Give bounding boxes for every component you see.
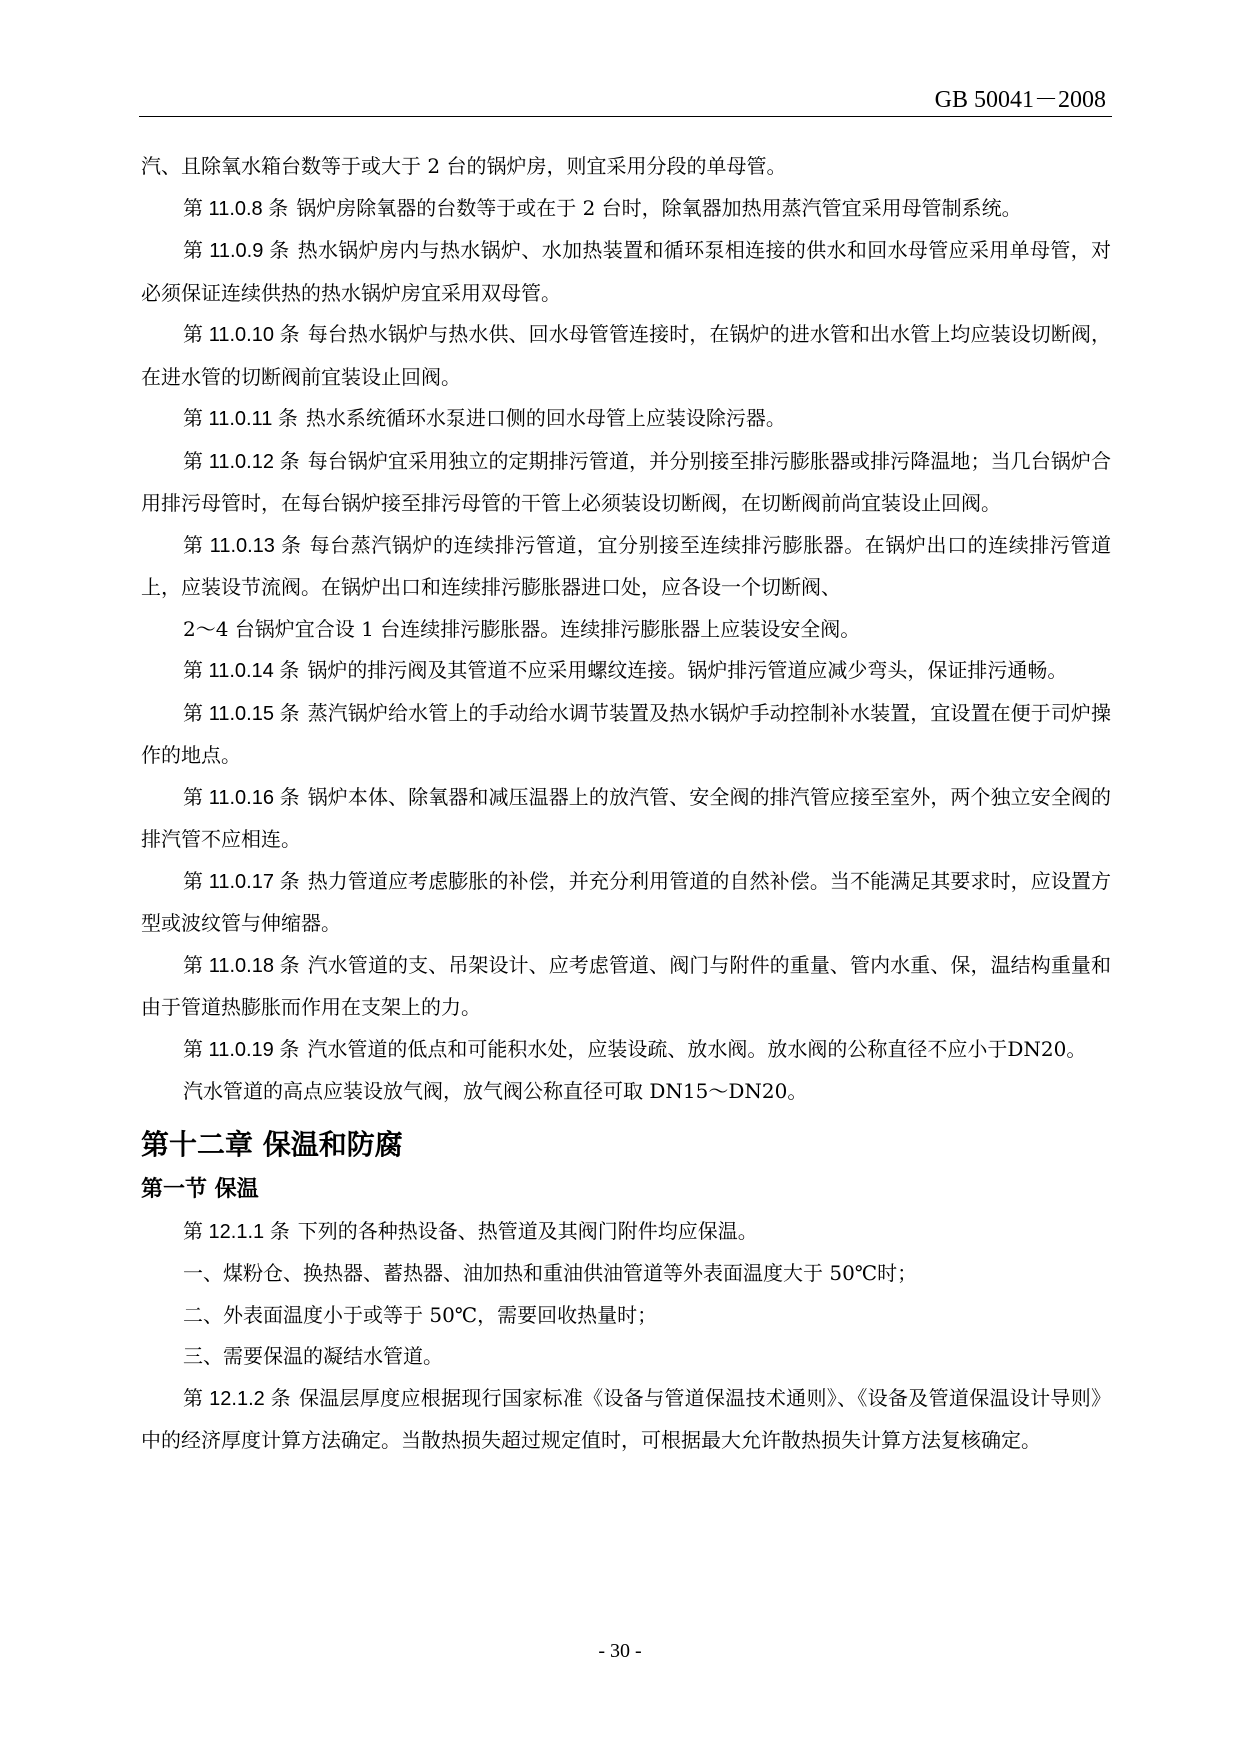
standard-code: GB 50041－2008 — [934, 87, 1106, 113]
list-item — [141, 1295, 1111, 1337]
chapter-title: 第十二章 保温和防腐 — [141, 1127, 403, 1161]
clause-11-0-9 — [141, 230, 1111, 314]
paragraph — [141, 609, 1111, 651]
clause-text: 锅炉的排污阀及其管道不应采用螺纹连接。锅炉排污管道应减少弯头，保证排污通畅。 — [307, 658, 1068, 682]
clause-12-1-1 — [141, 1211, 1111, 1254]
page-number: - 30 - — [598, 1640, 642, 1662]
clause-text: 汽水管道的低点和可能积水处，应装设疏、放水阀。放水阀的公称直径不应小于DN20。 — [307, 1036, 1087, 1061]
clause-number: 第 11.0.15 条 — [183, 702, 300, 725]
paragraph-text: 汽、且除氧水箱台数等于或大于 2 台的锅炉房，则宜采用分段的单母管。 — [141, 154, 787, 178]
clause-11-0-17 — [141, 861, 1111, 945]
clause-11-0-10 — [141, 314, 1111, 398]
clause-number: 第 11.0.14 条 — [183, 660, 300, 682]
clause-11-0-12 — [141, 441, 1111, 525]
clause-text: 每台热水锅炉与热水供、回水母管管连接时，在锅炉的进水管和出水管上均应装设切断阀，在进水管的切断阀前宜装设止回阀。 — [141, 322, 1112, 389]
clause-number: 第 11.0.10 条 — [183, 324, 300, 346]
clause-text: 锅炉本体、除氧器和减压温器上的放汽管、安全阀的排汽管应接至室外，两个独立安全阀的排汽管不应相连。 — [141, 784, 1112, 851]
clause-text: 热水锅炉房内与热水锅炉、水加热装置和循环泵相连接的供水和回水母管应采用单母管，对必须保证连续供热的热水锅炉房宜采用双母管。 — [141, 238, 1112, 305]
clause-number: 第 11.0.19 条 — [183, 1038, 300, 1061]
page-header — [139, 84, 1112, 117]
clause-text: 保温层厚度应根据现行国家标准《设备与管道保温技术通则》、《设备及管道保温设计导则》中的经济厚度计算方法确定。当散热损失超过规定值时，可根据最大允许散热损失计算方法复核确定。 — [141, 1385, 1112, 1452]
section-title: 第一节 保温 — [141, 1176, 259, 1202]
clause-11-0-11 — [141, 398, 1111, 441]
document-body — [141, 146, 1111, 1462]
clause-number: 第 11.0.9 条 — [183, 240, 290, 262]
clause-number: 第 12.1.2 条 — [183, 1387, 291, 1410]
paragraph — [141, 146, 1111, 188]
clause-text: 每台锅炉宜采用独立的定期排污管道，并分别接至排污膨胀器或排污降温地；当几台锅炉合用排污母管时，在每台锅炉接至排污母管的干管上必须装设切断阀，在切断阀前尚宜装设止回阀。 — [141, 448, 1112, 515]
list-item-text: 三、需要保温的凝结水管道。 — [183, 1344, 443, 1368]
clause-text: 热水系统循环水泵进口侧的回水母管上应装设除污器。 — [305, 406, 786, 430]
clause-number: 第 11.0.13 条 — [183, 534, 302, 557]
clause-12-1-2 — [141, 1378, 1111, 1462]
clause-number: 第 11.0.16 条 — [183, 786, 300, 809]
clause-number: 第 11.0.11 条 — [183, 408, 298, 430]
clause-11-0-15 — [141, 693, 1111, 777]
list-item — [141, 1253, 1111, 1295]
clause-text: 每台蒸汽锅炉的连续排污管道，宜分别接至连续排污膨胀器。在锅炉出口的连续排污管道上，应装设节流阀。在锅炉出口和连续排污膨胀器进口处，应各设一个切断阀、 — [141, 532, 1111, 599]
clause-11-0-18 — [141, 945, 1111, 1029]
clause-text: 下列的各种热设备、热管道及其阀门附件均应保温。 — [297, 1218, 758, 1243]
paragraph-text: 汽水管道的高点应装设放气阀，放气阀公称直径可取 DN15～DN20。 — [183, 1079, 808, 1103]
clause-11-0-14 — [141, 650, 1111, 693]
clause-number: 第 12.1.1 条 — [183, 1220, 290, 1243]
clause-number: 第 11.0.12 条 — [183, 450, 300, 473]
clause-number: 第 11.0.8 条 — [183, 197, 289, 220]
clause-text: 锅炉房除氧器的台数等于或在于 2 台时，除氧器加热用蒸汽管宜采用母管制系统。 — [296, 195, 1022, 220]
clause-text: 热力管道应考虑膨胀的补偿，并充分利用管道的自然补偿。当不能满足其要求时，应设置方型或波纹管与伸缩器。 — [141, 868, 1112, 935]
clause-11-0-19 — [141, 1029, 1111, 1072]
list-item-text: 一、煤粉仓、换热器、蓄热器、油加热和重油供油管道等外表面温度大于 50℃时； — [183, 1261, 918, 1285]
clause-number: 第 11.0.18 条 — [183, 954, 300, 977]
clause-11-0-8 — [141, 188, 1111, 231]
paragraph — [141, 1071, 1111, 1113]
clause-11-0-13 — [141, 525, 1111, 609]
list-item-text: 二、外表面温度小于或等于 50℃，需要回收热量时； — [183, 1302, 658, 1327]
list-item — [141, 1336, 1111, 1378]
clause-text: 汽水管道的支、吊架设计、应考虑管道、阀门与附件的重量、管内水重、保，温结构重量和由于管道热膨胀而作用在支架上的力。 — [141, 952, 1112, 1019]
paragraph-text: 2～4 台锅炉宜合设 1 台连续排污膨胀器。连续排污膨胀器上应装设安全阀。 — [183, 616, 861, 641]
clause-number: 第 11.0.17 条 — [183, 870, 300, 893]
clause-text: 蒸汽锅炉给水管上的手动给水调节装置及热水锅炉手动控制补水装置，宜设置在便于司炉操作的地点。 — [141, 700, 1112, 767]
clause-11-0-16 — [141, 777, 1111, 861]
